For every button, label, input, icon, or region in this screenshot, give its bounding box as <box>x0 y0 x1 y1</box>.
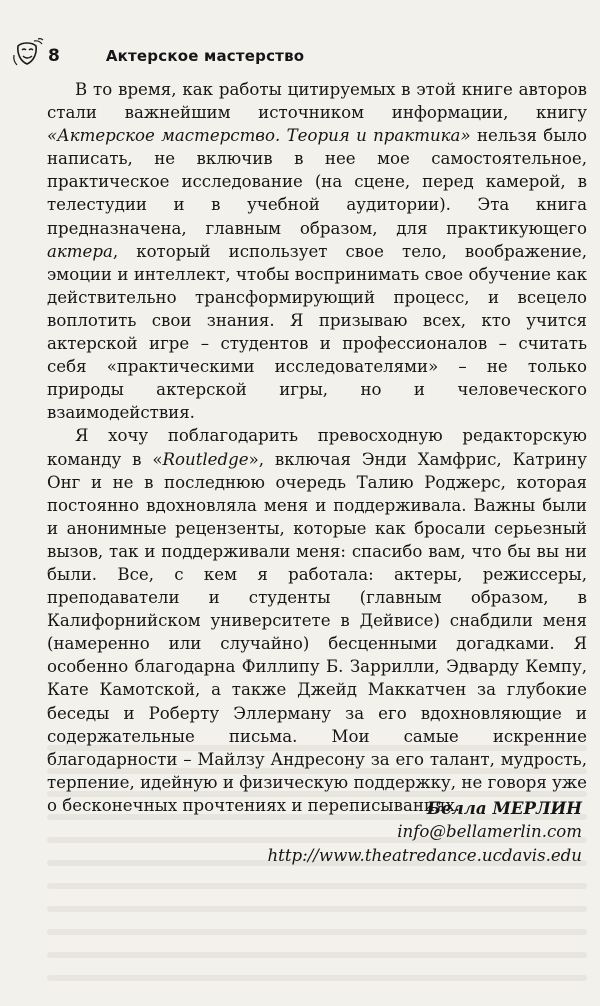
author-name: Белла МЕРЛИН <box>426 798 582 818</box>
paragraph-text: нельзя было написать, не включив в нее мое самостоятельное, практическое исследование (на сцене, перед камерой, в телестудии и в учебной аудитории). Эта книга предназначена, главным образом, для практикующего <box>47 126 587 238</box>
emphasis-actor: актера <box>47 241 113 261</box>
page-header <box>12 34 582 74</box>
paragraph-acknowledgements <box>47 424 587 817</box>
paragraph-research <box>47 78 587 424</box>
author-signature <box>22 796 582 868</box>
main-text <box>47 78 587 817</box>
book-title: «Актерское мастерство. Теория и практика» <box>47 126 471 146</box>
theatre-mask-logo-icon <box>12 37 46 71</box>
publisher-name: Routledge <box>162 449 249 469</box>
paragraph-text: В то время, как работы цитируемых в этой книге авторов стали важнейшим источником информации, книгу <box>47 80 587 123</box>
running-title: Актерское мастерство <box>105 47 305 65</box>
page-number: 8 <box>48 46 60 66</box>
paragraph-text: Я хочу поблагодарить превосходную редакторскую команду в « <box>47 426 587 469</box>
author-website: http://www.theatredance.ucdavis.edu <box>267 846 582 865</box>
paragraph-text: , который использует свое тело, воображение, эмоции и интеллект, чтобы воспринимать свое обучение как действительно трансформирующий процесс, и всецело воплотить свои знания. Я призываю всех, кто учится актерской игре – студентов и профессионалов – считать себя «практическими исследователями» – не только природы актерской игры, но и человеческого взаимодействия. <box>47 241 587 423</box>
paragraph-text: », включая Энди Хамфрис, Катрину Онг и не в последнюю очередь Талию Роджерс, которая постоянно вдохновляла меня и поддерживала. Важны были и анонимные рецензенты, которые как бросали серьезный вызов, так и поддерживали меня: спасибо вам, что бы вы ни были. Все, с кем я работала: актеры, режиссеры, преподаватели и студенты (главным образом, в Калифорнийском университете в Дейвисе) снабдили меня (намеренно или случайно) бесценными догадками. Я особенно благодарна Филлипу Б. Заррилли, Эдварду Кемпу, Кате Камотской, а также Джейд Маккатчен за глубокие беседы и Роберту Эллерману за его вдохновляющие и содержательные письма. Мои самые искренние благодарности – Майлзу Андресону за его талант, мудрость, терпение, идейную и физическую поддержку, не говоря уже о бесконечных прочтениях и переписываниях. <box>47 449 587 815</box>
author-email: info@bellamerlin.com <box>397 822 582 841</box>
